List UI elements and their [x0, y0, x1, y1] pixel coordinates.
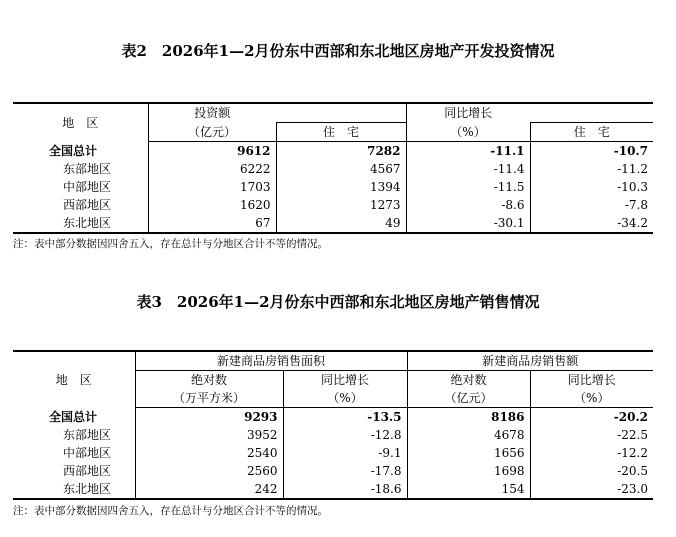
sales-cell: 1656 — [407, 444, 530, 462]
area-cell: 2540 — [135, 444, 283, 462]
sales-cell: 1698 — [407, 462, 530, 480]
yoy-cell: -8.6 — [406, 196, 530, 214]
header-investment: 投资额 — [148, 103, 276, 123]
investment-table — [13, 102, 653, 234]
header-yoy-residential: 住 宅 — [530, 123, 653, 142]
header-yoy: 同比增长 — [406, 103, 530, 123]
region-cell: 全国总计 — [49, 143, 98, 158]
area-yoy-cell: -17.8 — [283, 462, 407, 480]
yoy-cell: -11.5 — [406, 178, 530, 196]
yoy-residential-cell: -34.2 — [530, 214, 653, 233]
table3-note: 注：表中部分数据因四舍五入，存在总计与分地区合计不等的情况。 — [13, 505, 328, 517]
yoy-cell: -11.1 — [406, 142, 530, 161]
table3-title: 表3 2026年1—2月份东中西部和东北地区房地产销售情况 — [136, 293, 540, 311]
residential-cell: 4567 — [276, 160, 406, 178]
region-cell: 东北地区 — [13, 214, 148, 233]
region-cell: 东部地区 — [63, 428, 112, 442]
investment-cell: 6222 — [148, 160, 276, 178]
investment-table-body — [13, 142, 653, 234]
header-sales-abs-unit: （亿元） — [407, 389, 530, 408]
investment-cell: 1703 — [148, 178, 276, 196]
region-cell: 东部地区 — [63, 162, 112, 176]
residential-cell: 7282 — [276, 142, 406, 161]
sales-cell: 154 — [407, 480, 530, 499]
region-cell: 中部地区 — [63, 446, 112, 460]
table-row — [13, 462, 653, 480]
sales-yoy-cell: -12.2 — [530, 444, 653, 462]
header-area-abs: 绝对数 — [135, 371, 283, 390]
table-row — [13, 480, 653, 499]
table-row — [13, 196, 653, 214]
header-area-abs-unit: （万平方米） — [135, 389, 283, 408]
area-yoy-cell: -9.1 — [283, 444, 407, 462]
yoy-residential-cell: -11.2 — [530, 160, 653, 178]
sales-yoy-cell: -20.2 — [530, 408, 653, 427]
yoy-residential-cell: -10.7 — [530, 142, 653, 161]
residential-cell: 1394 — [276, 178, 406, 196]
area-cell: 9293 — [135, 408, 283, 427]
residential-cell: 1273 — [276, 196, 406, 214]
header-yoy-unit: （%） — [406, 123, 530, 142]
area-yoy-cell: -12.8 — [283, 426, 407, 444]
area-yoy-cell: -13.5 — [283, 408, 407, 427]
header-sales-yoy: 同比增长 — [530, 371, 653, 390]
header-sales-group: 新建商品房销售额 — [407, 351, 653, 371]
header-residential: 住 宅 — [276, 123, 406, 142]
region-cell: 全国总计 — [49, 409, 98, 424]
yoy-residential-cell: -7.8 — [530, 196, 653, 214]
table-row — [13, 160, 653, 178]
sales-cell: 8186 — [407, 408, 530, 427]
investment-cell: 67 — [148, 214, 276, 233]
sales-table — [13, 350, 653, 500]
table-row — [13, 142, 653, 161]
sales-table-body — [13, 408, 653, 500]
table-row — [13, 444, 653, 462]
table2-note: 注：表中部分数据因四舍五入，存在总计与分地区合计不等的情况。 — [13, 238, 328, 250]
header-region: 地 区 — [13, 351, 135, 408]
sales-cell: 4678 — [407, 426, 530, 444]
residential-cell: 49 — [276, 214, 406, 233]
yoy-residential-cell: -10.3 — [530, 178, 653, 196]
area-cell: 242 — [135, 480, 283, 499]
table-row — [13, 178, 653, 196]
area-cell: 3952 — [135, 426, 283, 444]
investment-cell: 1620 — [148, 196, 276, 214]
sales-yoy-cell: -20.5 — [530, 462, 653, 480]
table-row — [13, 426, 653, 444]
header-area-group: 新建商品房销售面积 — [135, 351, 407, 371]
yoy-cell: -11.4 — [406, 160, 530, 178]
region-cell: 中部地区 — [63, 180, 112, 194]
yoy-cell: -30.1 — [406, 214, 530, 233]
header-area-yoy-unit: （%） — [283, 389, 407, 408]
area-cell: 2560 — [135, 462, 283, 480]
table-row — [13, 214, 653, 233]
header-investment-unit: （亿元） — [148, 123, 276, 142]
region-cell: 东北地区 — [13, 480, 135, 499]
header-sales-abs: 绝对数 — [407, 371, 530, 390]
region-cell: 西部地区 — [63, 464, 112, 478]
sales-yoy-cell: -22.5 — [530, 426, 653, 444]
area-yoy-cell: -18.6 — [283, 480, 407, 499]
table-row — [13, 408, 653, 427]
header-area-yoy: 同比增长 — [283, 371, 407, 390]
sales-yoy-cell: -23.0 — [530, 480, 653, 499]
investment-cell: 9612 — [148, 142, 276, 161]
region-cell: 西部地区 — [63, 198, 112, 212]
table2-title: 表2 2026年1—2月份东中西部和东北地区房地产开发投资情况 — [121, 42, 555, 60]
header-region: 地 区 — [13, 103, 148, 142]
header-sales-yoy-unit: （%） — [530, 389, 653, 408]
